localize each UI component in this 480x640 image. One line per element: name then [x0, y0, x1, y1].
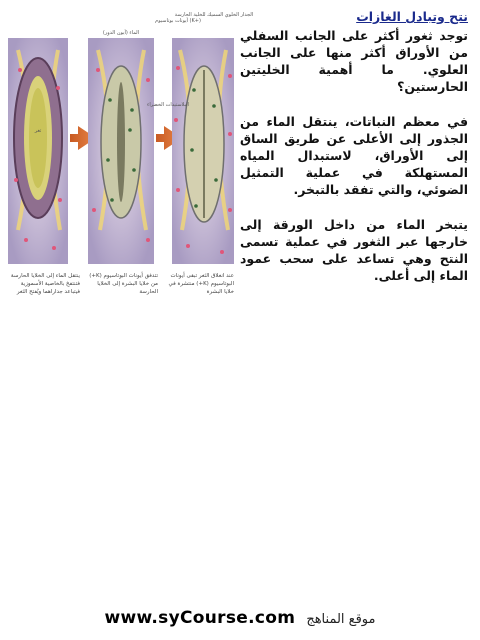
label-stoma: ثغر [34, 128, 42, 134]
caption-middle: تتدفق أيونات البوتاسيوم (K+) من خلايا البشرة إلى الخلايا الحارسة [89, 273, 158, 295]
label-chloroplasts: البلاستيدات الخضراء [147, 102, 189, 108]
label-water: الماء (أيون الدور) [102, 30, 140, 36]
stomata-diagram [8, 10, 254, 270]
stomata-figure [8, 10, 254, 310]
section-title: نتح وتبادل الغازات [356, 9, 468, 24]
panel-middle [88, 29, 154, 264]
caption-left: ينتقل الماء إلى الخلايا الحارسة فتنتفخ بالخاصية الأسموزية فيتباعد جداراهما ويُفتح الثغر [10, 273, 80, 295]
panel-open-stoma [8, 38, 68, 264]
footer-site-name: موقع المناهج [306, 612, 376, 627]
text-column [240, 8, 468, 284]
paragraph-stomata: توجد ثغور أكثر على الجانب السفلي من الأوراق أكثر منها على الجانب العلوي. ما أهمية الخليتين الحارستين؟ [240, 28, 468, 94]
caption-right: عند انغلاق الثغر تبقى أيونات البوتاسيوم (K+) منتشرة في خلايا البشرة [168, 273, 234, 295]
label-cell-wall: الجدار الخلوي السميك للخلية الحارسة [174, 12, 254, 18]
footer-site-link[interactable]: www.syCourse.com [104, 608, 296, 628]
paragraph-water-transport: في معظم النباتات، ينتقل الماء من الجذور إلى الأعلى عن طريق الساق إلى الأوراق، لاستبدال المياه المستهلكة في عملية التمثيل الضوئي، والتي تفقد بالتبخر. [240, 114, 468, 197]
label-potassium: أيونات بوتاسيوم (K+) [155, 18, 201, 24]
footer [0, 608, 480, 628]
paragraph-transpiration: يتبخر الماء من داخل الورقة إلى خارجها عبر الثغور في عملية تسمى النتح وهي تساعد على سحب عمود الماء إلى أعلى. [240, 217, 468, 283]
